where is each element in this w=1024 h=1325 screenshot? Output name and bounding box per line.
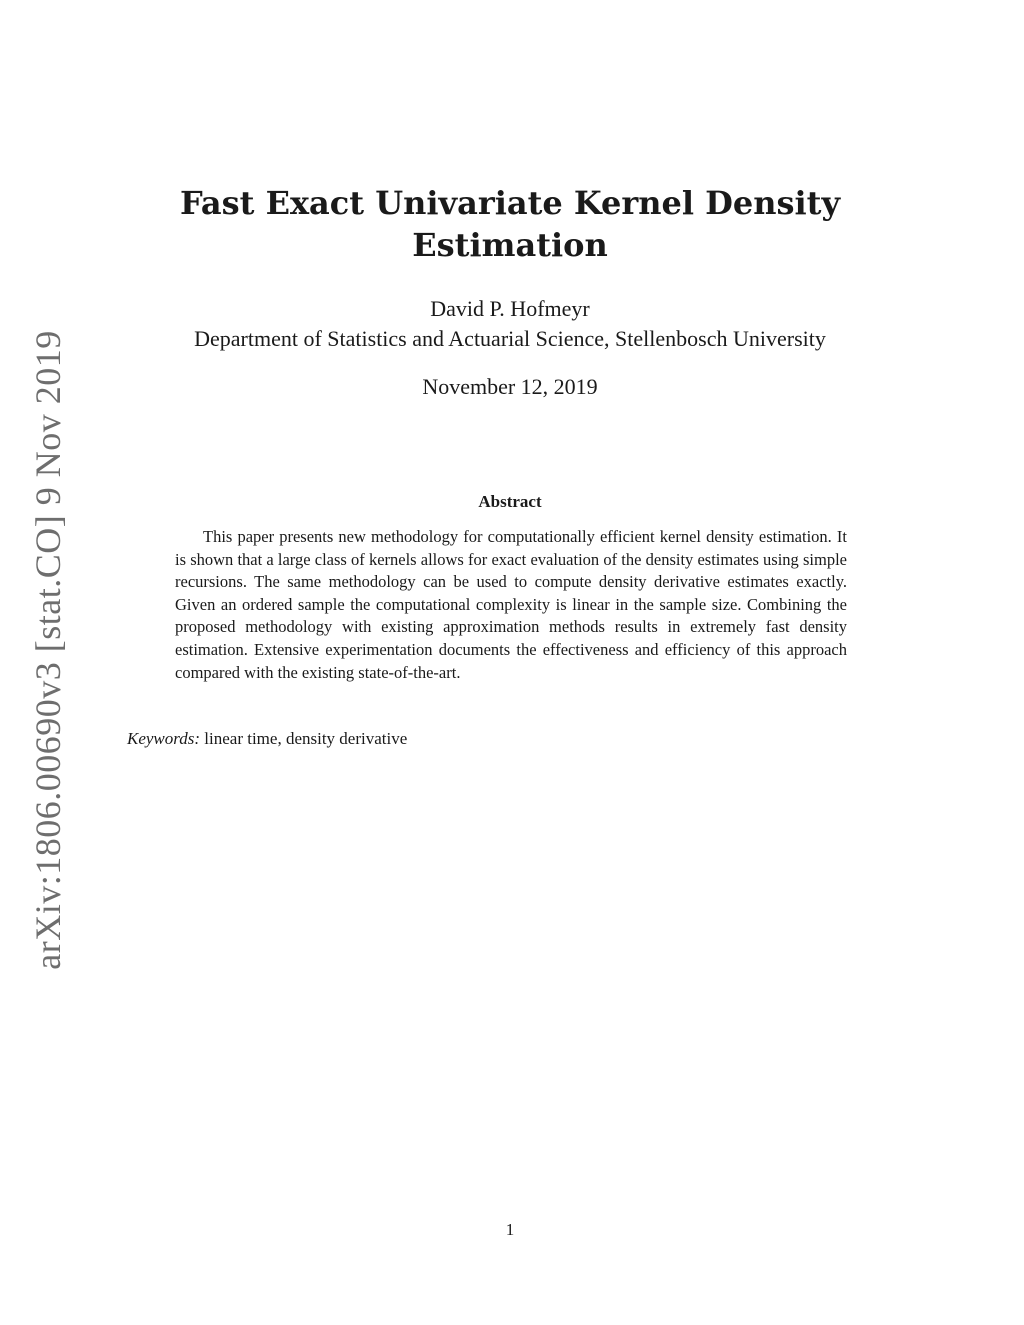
abstract-heading: Abstract (478, 492, 542, 511)
keywords-label: Keywords: (127, 729, 201, 748)
page-number: 1 (505, 1220, 515, 1239)
paper-title: Fast Exact Univariate Kernel Density Estimation (179, 184, 841, 264)
keywords-values: linear time, density derivative (204, 729, 408, 748)
paper-date: November 12, 2019 (422, 374, 598, 399)
abstract-body: This paper presents new methodology for computationally efficient kernel density estimation. It is shown that a large class of kernels allows for exact evaluation of the density estimates using simple recursions. The same methodology can be used to compute density derivative estimates exactly. Given an ordered sample the computational complexity is linear in the sample size. Combining the proposed methodology with existing approximation methods results in extremely fast density estimation. Extensive experimentation documents the effectiveness and efficiency of this approach compared with the existing state-of-the-art. (175, 527, 847, 682)
author-affiliation: Department of Statistics and Actuarial Science, Stellenbosch University (194, 326, 826, 351)
arxiv-identifier-stamp: arXiv:1806.00690v3 [stat.CO] 9 Nov 2019 (28, 330, 68, 970)
author-name: David P. Hofmeyr (430, 296, 590, 321)
keywords-line (127, 729, 907, 749)
